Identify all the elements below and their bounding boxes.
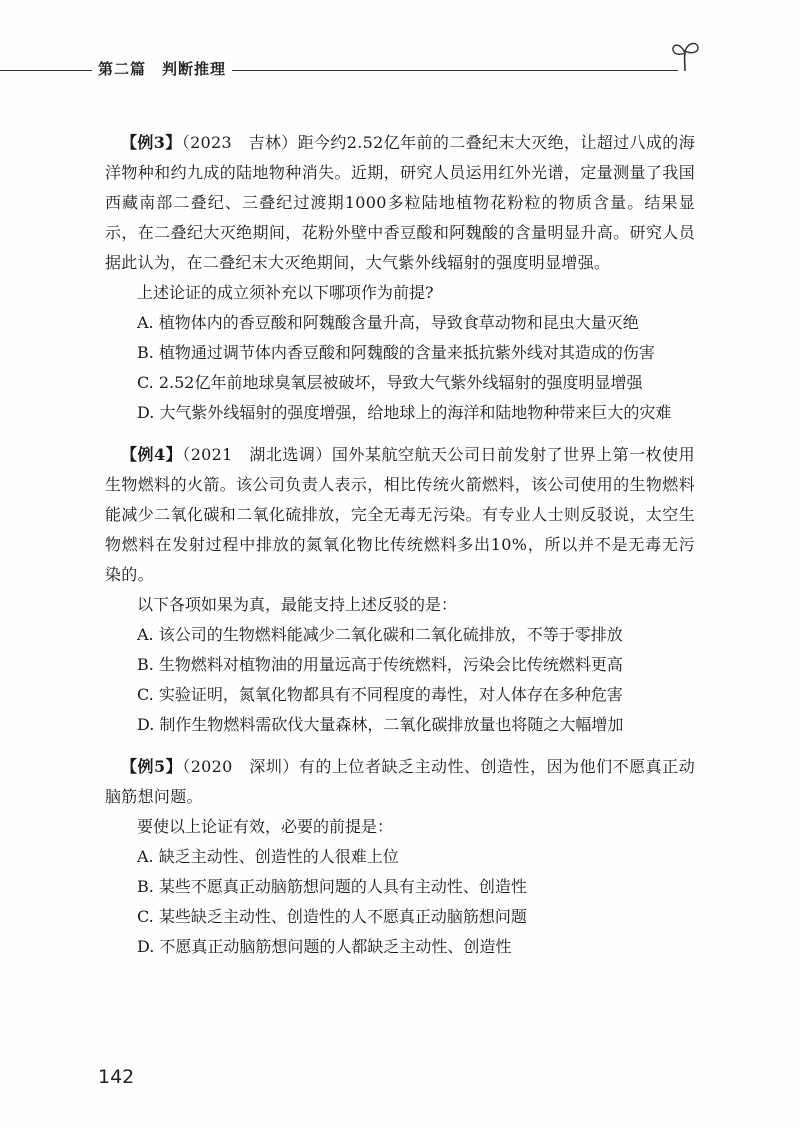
example-4 (105, 440, 695, 740)
example-stem (105, 128, 695, 278)
example-question: 以下各项如果为真，最能支持上述反驳的是： (137, 595, 458, 614)
example-text: 国外某航空航天公司日前发射了世界上第一枚使用生物燃料的火箭。该公司负责人表示，相比传统火箭燃料，该公司使用的生物燃料能减少二氧化碳和二氧化硫排放，完全无毒无污染。有专业人士则反驳说，太空生物燃料在发射过程中排放的氮氧化物比传统燃料多出10%，所以并不是无毒无污染的。 (105, 445, 695, 584)
example-3 (105, 128, 695, 428)
example-source: （2020 深圳） (182, 757, 299, 776)
example-tag: 【例4】 (121, 445, 183, 464)
option-b: B. 生物燃料对植物油的用量远高于传统燃料，污染会比传统燃料更高 (137, 655, 623, 674)
example-stem (105, 440, 695, 590)
example-text: 距今约2.52亿年前的二叠纪末大灭绝，让超过八成的海洋物种和约九成的陆地物种消失。近期，研究人员运用红外光谱，定量测量了我国西藏南部二叠纪、三叠纪过渡期1000多粒陆地植物花粉粒的物质含量。结果显示，在二叠纪大灭绝期间，花粉外壁中香豆酸和阿魏酸的含量明显升高。研究人员据此认为，在二叠纪末大灭绝期间，大气紫外线辐射的强度明显增强。 (105, 133, 695, 272)
header-rule-right (232, 70, 678, 71)
example-tag: 【例5】 (121, 757, 183, 776)
header-rule-left (0, 70, 92, 71)
option-a: A. 该公司的生物燃料能减少二氧化碳和二氧化硫排放，不等于零排放 (137, 625, 623, 644)
example-source: （2021 湖北选调） (182, 445, 332, 464)
option-c: C. 2.52亿年前地球臭氧层被破坏，导致大气紫外线辐射的强度明显增强 (137, 373, 643, 392)
option-a: A. 植物体内的香豆酸和阿魏酸含量升高，导致食草动物和昆虫大量灭绝 (137, 313, 639, 332)
example-5 (105, 752, 695, 962)
page-number: 142 (98, 1066, 135, 1088)
option-b: B. 某些不愿真正动脑筋想问题的人具有主动性、创造性 (137, 877, 527, 896)
example-text: 有的上位者缺乏主动性、创造性，因为他们不愿真正动脑筋想问题。 (105, 757, 695, 806)
example-stem (105, 752, 695, 812)
section-title: 第二篇 判断推理 (98, 60, 227, 78)
example-source: （2023 吉林） (181, 133, 298, 152)
example-question: 要使以上论证有效，必要的前提是： (137, 817, 394, 836)
option-d: D. 大气紫外线辐射的强度增强，给地球上的海洋和陆地物种带来巨大的灾难 (137, 403, 672, 422)
option-c: C. 某些缺乏主动性、创造性的人不愿真正动脑筋想问题 (137, 907, 527, 926)
option-d: D. 不愿真正动脑筋想问题的人都缺乏主动性、创造性 (137, 937, 512, 956)
running-header (0, 54, 800, 84)
example-tag: 【例3】 (121, 133, 182, 152)
option-c: C. 实验证明，氮氧化物都具有不同程度的毒性，对人体存在多种危害 (137, 685, 623, 704)
option-a: A. 缺乏主动性、创造性的人很难上位 (137, 847, 399, 866)
option-b: B. 植物通过调节体内香豆酸和阿魏酸的含量来抵抗紫外线对其造成的伤害 (137, 343, 655, 362)
page-content (105, 128, 695, 962)
sprout-icon (668, 38, 702, 72)
example-question: 上述论证的成立须补充以下哪项作为前提? (137, 283, 434, 302)
option-d: D. 制作生物燃料需砍伐大量森林，二氧化碳排放量也将随之大幅增加 (137, 715, 624, 734)
